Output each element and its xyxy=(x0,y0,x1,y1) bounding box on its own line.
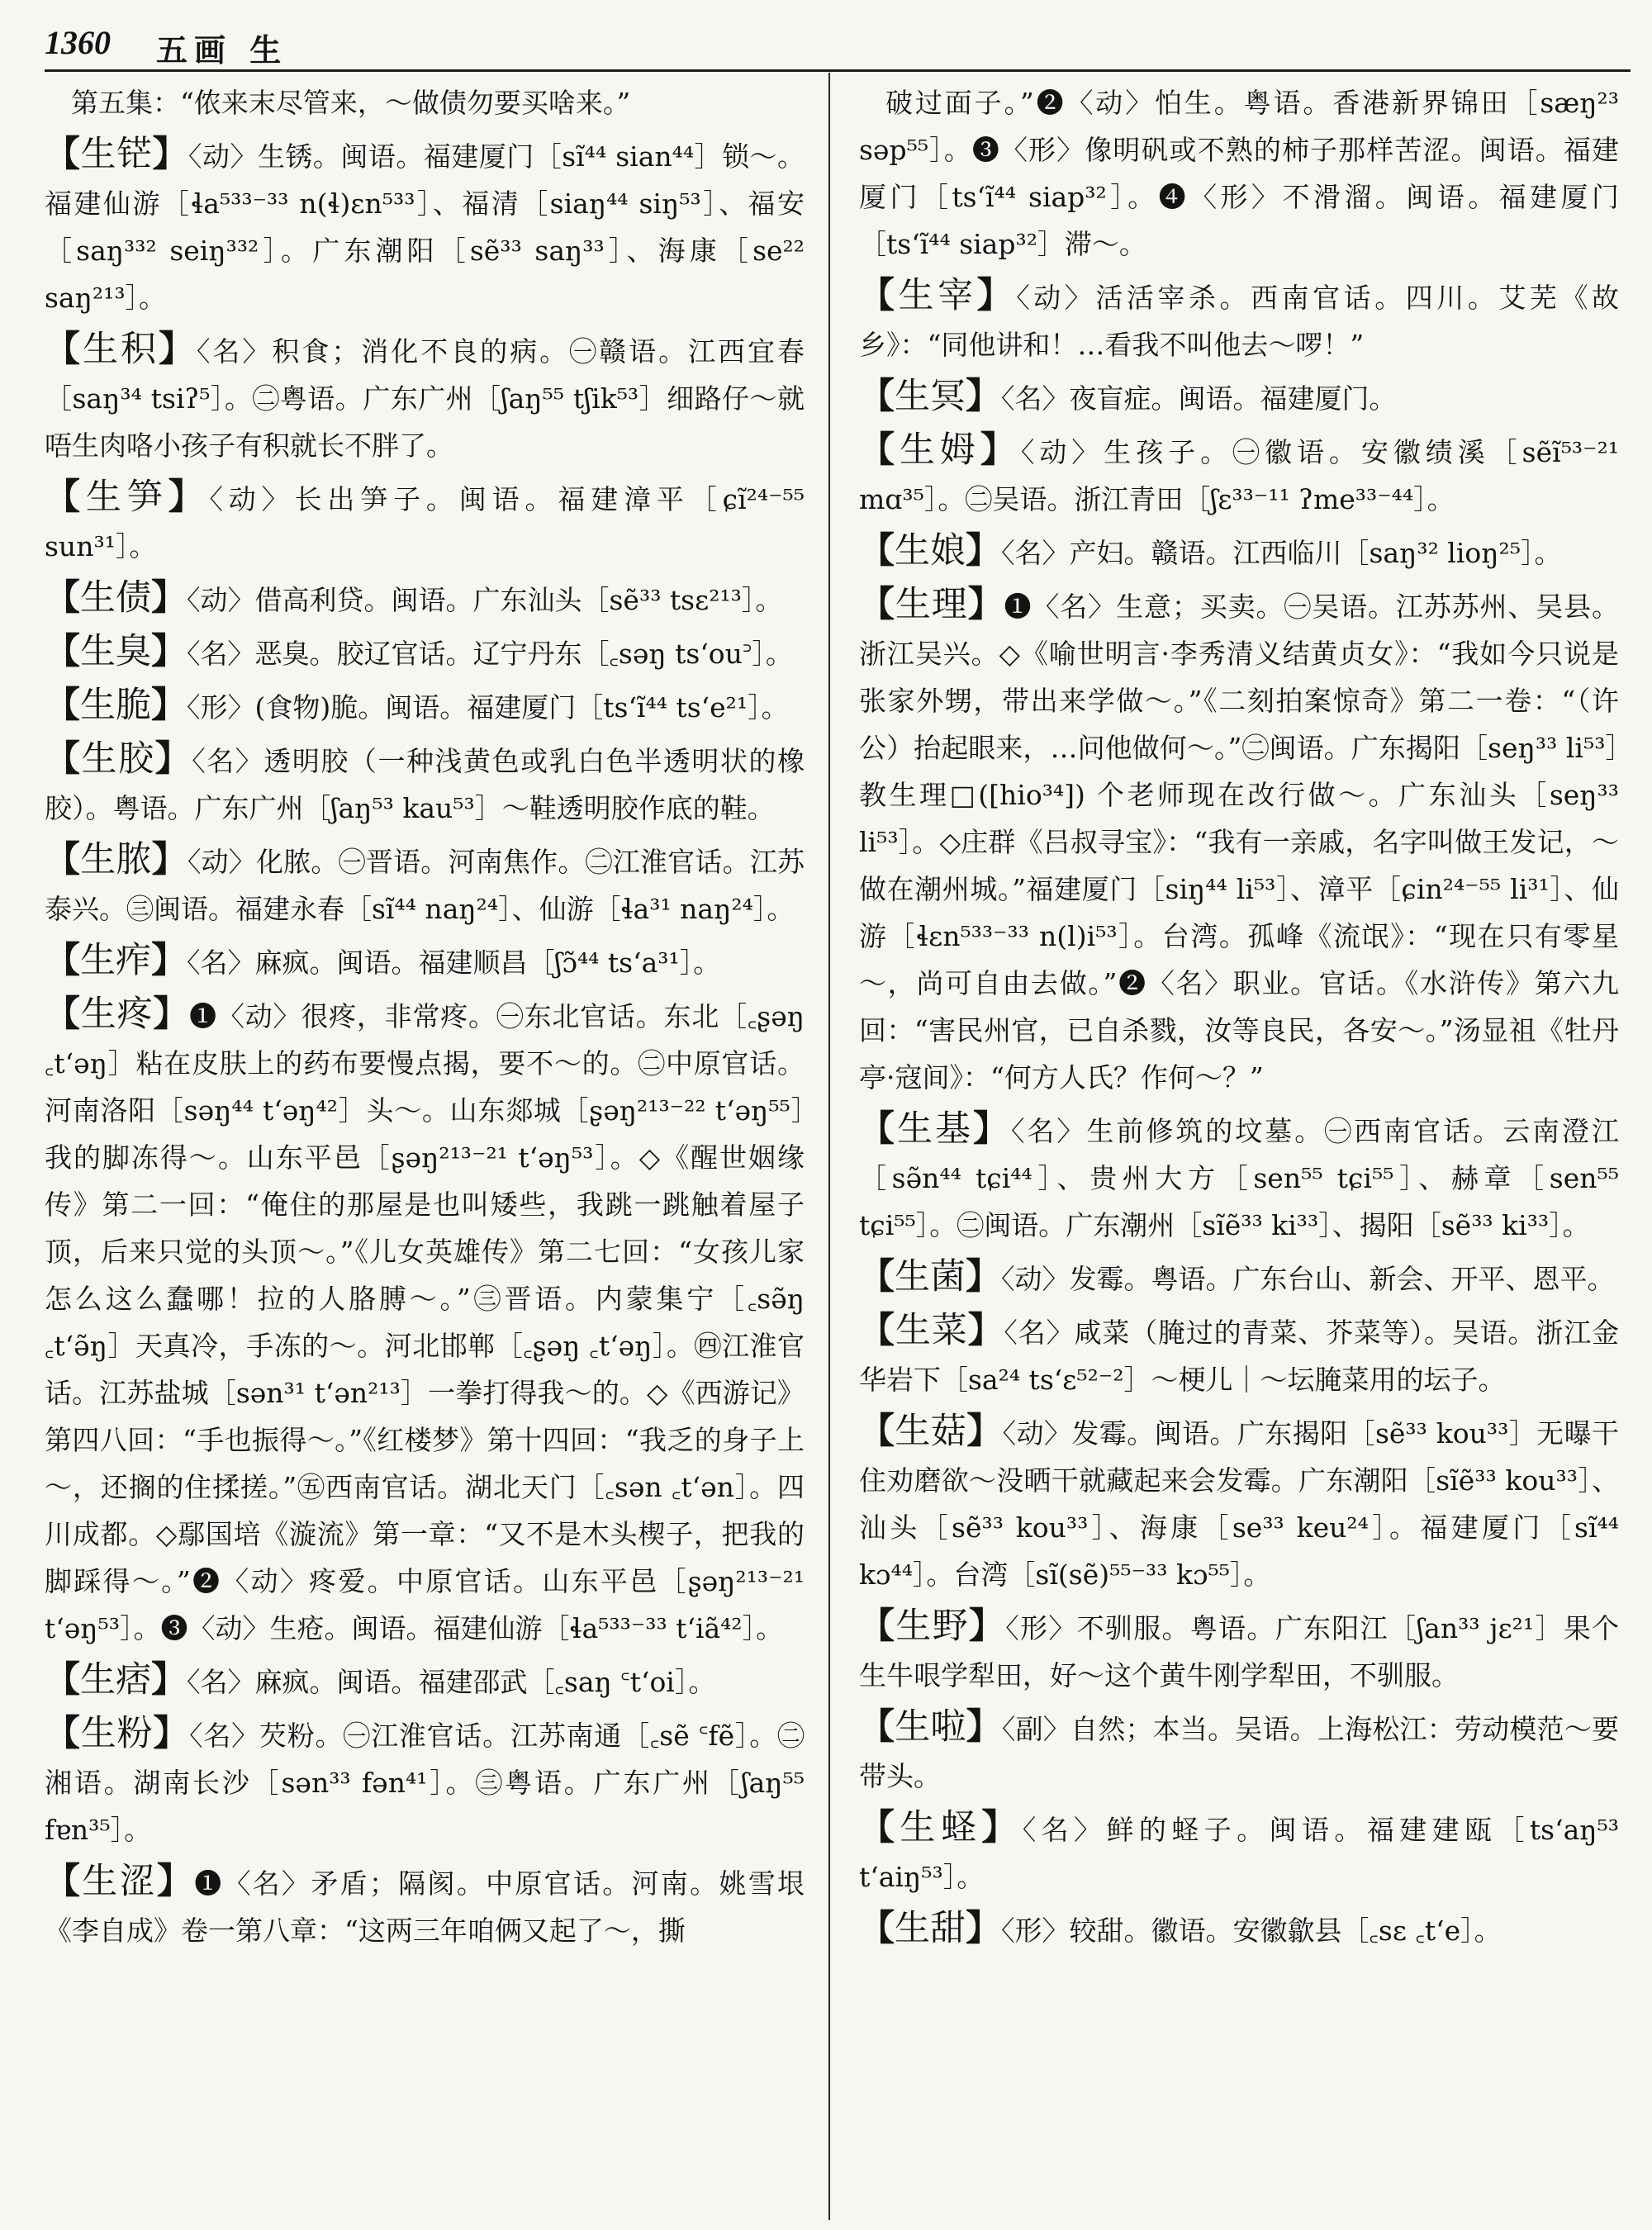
dictionary-entry xyxy=(859,427,1619,523)
entry-definition: 〈动〉发霉。粤语。广东台山、新会、开平、恩平。 xyxy=(1001,1263,1615,1295)
dictionary-entry xyxy=(45,837,805,932)
headword-bracket: 】 xyxy=(152,134,188,175)
headword-text: 生疼 xyxy=(80,994,154,1035)
entry-headword xyxy=(45,1713,189,1754)
headword-bracket: 】 xyxy=(158,329,197,370)
entry-definition: 〈动〉活活宰杀。西南官话。四川。艾芜《故乡》：“同他讲和！…看我不叫他去～啰！” xyxy=(859,282,1620,361)
dictionary-entry xyxy=(45,1858,805,1954)
headword-bracket: 】 xyxy=(966,1706,1002,1748)
left-column xyxy=(45,79,805,1959)
dictionary-entry xyxy=(45,326,805,469)
entry-headword xyxy=(859,584,1004,625)
entry-headword xyxy=(45,134,188,175)
headword-bracket: 】 xyxy=(168,477,210,518)
headword-bracket: 】 xyxy=(980,429,1021,471)
entry-definition: 〈名〉积食；消化不良的病。㊀赣语。江西宜春［saŋ³⁴ tsiʔ⁵］。㊁粤语。广东广州［ʃaŋ⁵⁵ tʃik⁵³］细路仔～就唔生肉咯小孩子有积就长不胖了。 xyxy=(45,335,805,462)
entry-headword xyxy=(859,1807,1023,1848)
dictionary-entry xyxy=(45,131,805,321)
headword-text: 生菜 xyxy=(895,1310,968,1351)
entry-headword xyxy=(859,1606,1005,1647)
headword-text: 生胶 xyxy=(81,738,155,780)
headword-text: 生理 xyxy=(895,584,968,625)
entry-headword xyxy=(45,577,187,619)
headword-bracket: 【 xyxy=(45,329,83,370)
entry-definition: 〈名〉生前修筑的坟墓。㊀西南官话。云南澄江［sə̃n⁴⁴ tɕi⁴⁴］、贵州大方［sen⁵⁵ tɕi⁵⁵］、赫章［sen⁵⁵ tɕi⁵⁵］。㊁闽语。广东潮州［sĩẽ³³ ki³³］、揭阳［sẽ³³ ki³³］。 xyxy=(859,1115,1620,1241)
headword-bracket: 】 xyxy=(972,1108,1011,1150)
headword-text: 生涩 xyxy=(82,1861,157,1902)
section-title: 五画 生 xyxy=(156,31,288,69)
headword-text: 生甜 xyxy=(895,1908,966,1949)
entry-headword xyxy=(859,1310,1004,1351)
headword-text: 生债 xyxy=(80,577,151,619)
page-header xyxy=(45,21,1619,74)
headword-bracket: 【 xyxy=(859,1411,895,1452)
headword-bracket: 【 xyxy=(859,1807,900,1848)
headword-text: 生姆 xyxy=(899,429,980,471)
entry-headword xyxy=(859,1108,1011,1150)
entry-headword xyxy=(45,1659,187,1701)
dictionary-entry xyxy=(45,1710,805,1853)
headword-text: 生菌 xyxy=(895,1256,966,1298)
headword-bracket: 】 xyxy=(153,1713,190,1754)
headword-text: 生娘 xyxy=(895,530,966,572)
dictionary-entry xyxy=(45,682,805,731)
entry-definition: 〈名〉咸菜（腌过的青菜、芥菜等）。吴语。浙江金华岩下［sa²⁴ tsʻɛ⁵²⁻²］～梗儿｜～坛腌菜用的坛子。 xyxy=(859,1317,1620,1396)
dictionary-entry xyxy=(859,373,1619,422)
entry-headword xyxy=(45,1861,194,1902)
headword-bracket: 【 xyxy=(859,429,900,471)
entry-headword xyxy=(45,477,209,518)
headword-bracket: 】 xyxy=(966,1256,1001,1298)
headword-bracket: 【 xyxy=(859,1108,897,1150)
headword-text: 生痄 xyxy=(80,940,151,981)
dictionary-entry xyxy=(859,1704,1619,1800)
dictionary-entry xyxy=(45,937,805,986)
dictionary-entry xyxy=(45,629,805,677)
headword-bracket: 】 xyxy=(968,1606,1006,1647)
dictionary-entry xyxy=(859,528,1619,576)
headword-bracket: 】 xyxy=(966,1908,1001,1949)
headword-bracket: 【 xyxy=(45,631,80,672)
headword-bracket: 【 xyxy=(45,1713,81,1754)
headword-text: 生野 xyxy=(895,1606,969,1647)
entry-definition: 〈形〉不驯服。粤语。广东阳江［ʃan³³ jɛ²¹］果个生牛哏学犁田，好～这个黄牛刚学犁田，不驯服。 xyxy=(859,1612,1620,1691)
column-divider xyxy=(828,73,830,2220)
entry-definition: 〈动〉长出笋子。闽语。福建漳平［ɕĩ²⁴⁻⁵⁵ sun³¹］。 xyxy=(45,483,805,562)
headword-bracket: 】 xyxy=(156,1861,195,1902)
headword-bracket: 】 xyxy=(967,1310,1004,1351)
headword-text: 生啦 xyxy=(895,1706,966,1748)
headword-bracket: 】 xyxy=(966,530,1001,572)
entry-headword xyxy=(45,994,189,1035)
headword-text: 生粉 xyxy=(80,1713,154,1754)
headword-text: 生基 xyxy=(896,1108,973,1150)
entry-definition: 〈名〉鲜的蛏子。闽语。福建建瓯［tsʻaŋ⁵³ tʻaiŋ⁵³］。 xyxy=(859,1814,1619,1893)
entry-definition: ❶〈动〉很疼，非常疼。㊀东北官话。东北［꜀ʂəŋ ꜀tʻəŋ］粘在皮肤上的药布要慢点揭，要不～的。㊁中原官话。河南洛阳［səŋ⁴⁴ tʻəŋ⁴²］头～。山东郯城［ʂəŋ²¹³⁻²² tʻəŋ⁵⁵］我的脚冻得～。山东平邑［ʂəŋ²¹³⁻²¹ tʻəŋ⁵³］。◇《醒世姻缘传》第二一回：“俺住的那屋是也叫矮些，我跳一跳触着屋子顶，后来只觉的头顶～。”《儿女英雄传》第二七回：“女孩儿家怎么这么蠢哪！拉的人胳膊～。”㊂晋语。内蒙集宁［꜀sə̃ŋ ꜀tʻə̃ŋ］天真冷，手冻的～。河北邯郸［꜀ʂəŋ ꜀tʻəŋ］。㊃江淮官话。江苏盐城［sən³¹ tʻən²¹³］一拳打得我～的。◇《西游记》第四八回：“手也振得～。”《红楼梦》第十四回：“我乏的身子上～，还搁的住揉搓。”㊄西南官话。湖北天门［꜀sən ꜀tʻən］。四川成都。◇鄢国培《漩流》第一章：“又不是木头楔子，把我的脚踩得～。”❷〈动〉疼爱。中原官话。山东平邑［ʂəŋ²¹³⁻²¹ tʻəŋ⁵³］。❸〈动〉生疮。闽语。福建仙游［ɬa⁵³³⁻³³ tʻiã⁴²］。 xyxy=(45,1000,805,1644)
dictionary-entry xyxy=(45,736,805,832)
headword-bracket: 【 xyxy=(859,584,895,625)
entry-definition: 第五集：“侬来末尽管来，～做债勿要买啥来。” xyxy=(71,87,631,119)
headword-bracket: 】 xyxy=(966,1411,1003,1452)
entry-definition: 〈名〉恶臭。胶辽官话。辽宁丹东［꜀səŋ tsʻou꜄］。 xyxy=(187,638,793,670)
headword-text: 生积 xyxy=(82,329,159,370)
entry-definition: 〈名〉芡粉。㊀江淮官话。江苏南通［꜀sẽ ꜂fẽ］。㊁湘语。湖南长沙［sən³³ fən⁴¹］。㊂粤语。广东广州［ʃaŋ⁵⁵ fɐn³⁵］。 xyxy=(45,1720,805,1846)
dictionary-entry xyxy=(859,581,1619,1101)
headword-bracket: 【 xyxy=(859,275,899,316)
headword-bracket: 【 xyxy=(45,477,86,518)
entry-headword xyxy=(859,376,1001,417)
entry-definition: 〈副〉自然；本当。吴语。上海松江：劳动模范～要带头。 xyxy=(859,1713,1620,1792)
headword-bracket: 】 xyxy=(151,577,187,619)
headword-bracket: 】 xyxy=(153,994,190,1035)
dictionary-entry xyxy=(859,1905,1619,1954)
headword-text: 生宰 xyxy=(898,275,977,316)
entry-definition: ❶〈名〉生意；买卖。㊀吴语。江苏苏州、吴县。浙江吴兴。◇《喻世明言·李秀清义结黄贞女》：“我如今只说是张家外甥，带出来学做～。”《二刻拍案惊奇》第二一卷：“（许公）抬起眼来，…问他做何～。”㊁闽语。广东揭阳［seŋ³³ li⁵³］教生理□([hio³⁴]) 个老师现在改行做～。广东汕头［seŋ³³ li⁵³］。◇庄群《吕叔寻宝》：“我有一亲戚，名字叫做王发记，～做在潮州城。”福建厦门［siŋ⁴⁴ li⁵³］、漳平［ɕin²⁴⁻⁵⁵ li³¹］、仙游［ɬɛn⁵³³⁻³³ n(l)i⁵³］。台湾。孤峰《流氓》：“现在只有零星～，尚可自由去做。”❷〈名〉职业。官话。《水浒传》第六九回：“害民州官，已自杀戮，汝等良民，各安～。”汤显祖《牡丹亭·寇间》：“何方人氏？作何～？” xyxy=(859,591,1620,1094)
entry-headword xyxy=(45,631,187,672)
dictionary-entry xyxy=(45,991,805,1652)
headword-bracket: 【 xyxy=(45,839,81,880)
entry-definition: 〈形〉较甜。徽语。安徽歙县［꜀sɛ ꜀tʻe］。 xyxy=(1001,1914,1502,1947)
headword-bracket: 】 xyxy=(981,1807,1023,1848)
headword-bracket: 【 xyxy=(45,685,80,726)
headword-bracket: 】 xyxy=(151,1659,187,1701)
headword-bracket: 【 xyxy=(45,1861,83,1902)
headword-bracket: 【 xyxy=(45,1659,80,1701)
headword-bracket: 【 xyxy=(859,1256,895,1298)
headword-text: 生脓 xyxy=(80,839,152,880)
entry-headword xyxy=(859,275,1016,316)
headword-bracket: 【 xyxy=(859,376,895,417)
dictionary-entry xyxy=(859,1603,1619,1699)
headword-bracket: 】 xyxy=(151,631,187,672)
entry-definition: ❶〈名〉矛盾；隔阂。中原官话。河南。姚雪垠《李自成》卷一第八章：“这两三年咱俩又起了～，撕 xyxy=(45,1867,805,1947)
headword-bracket: 【 xyxy=(859,1706,895,1748)
entry-headword xyxy=(859,1256,1001,1298)
headword-text: 生冥 xyxy=(895,376,966,417)
dictionary-entry xyxy=(859,1805,1619,1900)
entry-definition: 破过面子。”❷〈动〉怕生。粤语。香港新界锦田［sæŋ²³ səp⁵⁵］。❸〈形〉像明矾或不熟的柿子那样苦涩。闽语。福建厦门［tsʻĩ⁴⁴ siap³²］。❹〈形〉不滑溜。闽语。福建厦门［tsʻĩ⁴⁴ siap³²］滞～。 xyxy=(859,87,1619,260)
entry-definition: 〈名〉夜盲症。闽语。福建厦门。 xyxy=(1001,382,1397,415)
headword-bracket: 】 xyxy=(154,738,192,780)
headword-bracket: 【 xyxy=(45,577,80,619)
headword-bracket: 】 xyxy=(151,839,188,880)
dictionary-entry xyxy=(45,474,805,570)
entry-definition: 〈动〉生锈。闽语。福建厦门［sĩ⁴⁴ sian⁴⁴］锁～。福建仙游［ɬa⁵³³⁻³³ n(ɬ)ɛn⁵³³］、福清［siaŋ⁴⁴ siŋ⁵³］、福安［saŋ³³² seiŋ³³²］。广东潮阳［sẽ³³ saŋ³³］、海康［se²² saŋ²¹³］。 xyxy=(45,140,805,314)
entry-continuation xyxy=(859,79,1619,268)
entry-definition: 〈名〉麻疯。闽语。福建邵武［꜀saŋ ꜂tʻoi］。 xyxy=(187,1666,716,1698)
headword-bracket: 【 xyxy=(45,134,81,175)
right-column xyxy=(859,79,1619,1959)
headword-bracket: 】 xyxy=(976,275,1017,316)
headword-bracket: 【 xyxy=(45,738,82,780)
entry-headword xyxy=(859,1908,1001,1949)
entry-headword xyxy=(859,1411,1003,1452)
headword-text: 生铓 xyxy=(80,134,153,175)
entry-headword xyxy=(45,738,192,780)
headword-bracket: 】 xyxy=(966,376,1001,417)
entry-continuation xyxy=(45,79,805,126)
dictionary-entry xyxy=(45,575,805,624)
headword-bracket: 【 xyxy=(45,994,81,1035)
dictionary-entry xyxy=(859,1106,1619,1249)
dictionary-entry xyxy=(859,1254,1619,1302)
headword-bracket: 【 xyxy=(859,1310,895,1351)
headword-bracket: 【 xyxy=(45,940,80,981)
headword-text: 生脆 xyxy=(80,685,151,726)
entry-definition: 〈动〉发霉。闽语。广东揭阳［sẽ³³ kou³³］无曝干住劝磨欲～没晒干就藏起来会发霉。广东潮阳［sĩẽ³³ kou³³］、汕头［sẽ³³ kou³³］、海康［se³³ keu²⁴］。福建厦门［sĩ⁴⁴ kɔ⁴⁴］。台湾［sĩ(sẽ)⁵⁵⁻³³ kɔ⁵⁵］。 xyxy=(859,1417,1620,1591)
headword-text: 生蛏 xyxy=(900,1807,982,1848)
entry-definition: 〈形〉(食物)脆。闽语。福建厦门［tsʻĩ⁴⁴ tsʻe²¹］。 xyxy=(187,691,789,724)
entry-definition: 〈动〉借高利贷。闽语。广东汕头［sẽ³³ tsɛ²¹³］。 xyxy=(187,584,783,616)
page-number: 1360 xyxy=(45,24,111,61)
entry-headword xyxy=(859,530,1001,572)
headword-bracket: 【 xyxy=(859,1606,896,1647)
headword-bracket: 】 xyxy=(151,685,187,726)
dictionary-entry xyxy=(859,1408,1619,1598)
headword-bracket: 【 xyxy=(859,530,895,572)
header-rule xyxy=(45,69,1631,72)
entry-definition: 〈名〉麻疯。闽语。福建顺昌［ʃɔ̃⁴⁴ tsʻa³¹］。 xyxy=(187,947,721,979)
headword-text: 生臭 xyxy=(80,631,151,672)
entry-headword xyxy=(45,940,187,981)
entry-headword xyxy=(859,429,1021,471)
entry-headword xyxy=(45,329,197,370)
headword-text: 生笋 xyxy=(85,477,169,518)
headword-bracket: 】 xyxy=(151,940,187,981)
dictionary-entry xyxy=(859,1307,1619,1403)
entry-headword xyxy=(45,839,188,880)
dictionary-entry xyxy=(859,273,1619,368)
headword-text: 生菇 xyxy=(895,1411,967,1452)
headword-bracket: 【 xyxy=(859,1908,895,1949)
entry-definition: 〈名〉产妇。赣语。江西临川［saŋ³² lioŋ²⁵］。 xyxy=(1001,537,1562,569)
headword-text: 生痞 xyxy=(80,1659,151,1701)
headword-bracket: 】 xyxy=(967,584,1004,625)
dictionary-entry xyxy=(45,1657,805,1706)
entry-headword xyxy=(45,685,187,726)
entry-definition: 〈动〉生孩子。㊀徽语。安徽绩溪［sẽĩ⁵³⁻²¹ mɑ³⁵］。㊁吴语。浙江青田［ʃɛ³³⁻¹¹ ʔme³³⁻⁴⁴］。 xyxy=(859,436,1620,515)
entry-headword xyxy=(859,1706,1002,1748)
entry-definition: 〈动〉化脓。㊀晋语。河南焦作。㊁江淮官话。江苏泰兴。㊂闽语。福建永春［sĩ⁴⁴ naŋ²⁴］、仙游［ɬa³¹ naŋ²⁴］。 xyxy=(45,846,805,925)
entry-definition: 〈名〉透明胶（一种浅黄色或乳白色半透明状的橡胶）。粤语。广东广州［ʃaŋ⁵³ kau⁵³］～鞋透明胶作底的鞋。 xyxy=(45,745,805,824)
